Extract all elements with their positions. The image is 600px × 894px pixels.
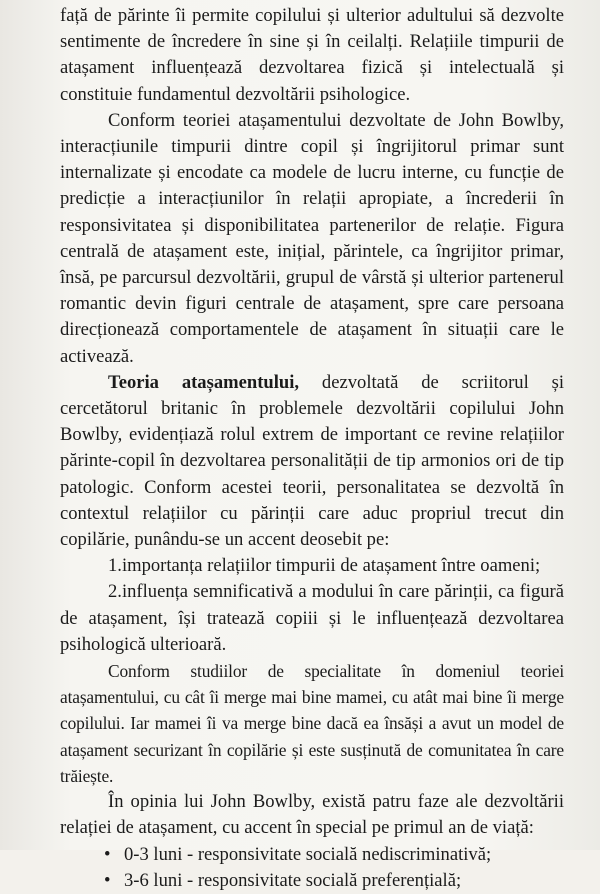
bullet-item-text: 3-6 luni - responsivitate socială preferențială;	[124, 869, 462, 891]
bullet-item	[104, 868, 564, 894]
paragraph-5: În opinia lui John Bowlby, există patru faze ale dezvoltării relației de atașament, cu accent în special pe primul an de viață:	[60, 791, 564, 839]
bullet-item-text: 0-3 luni - responsivitate socială nediscriminativă;	[124, 843, 492, 865]
bullet-icon: •	[104, 869, 111, 891]
numbered-item-2: 2.influența semnificativă a modului în care părinții, ca figură de atașament, își tratează copiii și le influențează dezvoltarea psihologică ulterioară.	[60, 581, 564, 655]
bullet-icon: •	[104, 843, 111, 865]
paragraph-3	[60, 370, 564, 553]
paragraph-3-bold-term: Teoria atașamentului,	[108, 371, 300, 393]
bullet-item	[104, 842, 564, 868]
paragraph-3-text: dezvoltată de scriitorul și cercetătorul britanic în problemele dezvoltării copilului John Bowlby, evidențiază rolul extrem de important ce revine relațiilor părinte-copil în dezvoltarea personalității de tip armonios ori de tip patologic. Conform acestei teorii, personalitatea se dezvoltă în contextul relațiilor cu părinții care aduc propriul trecut din copilărie, punându-se un accent deosebit pe:	[60, 371, 564, 551]
paragraph-2: Conform teoriei atașamentului dezvoltate de John Bowlby, interacțiunile timpurii dintre copil și îngrijitorul primar sunt internalizate și encodate ca modele de lucru interne, cu funcție de predicție a interacțiunilor în relații apropiate, a încrederii în responsivitatea și disponibilitatea partenerilor de relație. Figura centrală de atașament este, inițial, părintele, ca îngrijitor primar, însă, pe parcursul dezvoltării, grupul de vârstă și ulterior partenerul romantic devin figuri centrale de atașament, spre care persoana direcționează comportamentele de atașament în situații care le activează.	[60, 109, 564, 367]
bullet-list	[60, 842, 564, 894]
paragraph-4: Conform studiilor de specialitate în domeniul teoriei atașamentului, cu cât îi merge mai bine mamei, cu atât mai bine îi merge copilului. Iar mamei îi va merge bine dacă ea însăși a avut un model de atașament securizant în copilărie și este susținută de comunitatea în care trăiește.	[60, 661, 564, 786]
paragraph-1: față de părinte îi permite copilului și ulterior adultului să dezvolte sentimente de încredere în sine și în ceilalți. Relațiile timpurii de atașament influențează dezvoltarea fizică și intelectuală și constituie fundamentul dezvoltării psihologice.	[60, 5, 564, 105]
numbered-item-1: 1.importanța relațiilor timpurii de atașament între oameni;	[108, 555, 541, 577]
